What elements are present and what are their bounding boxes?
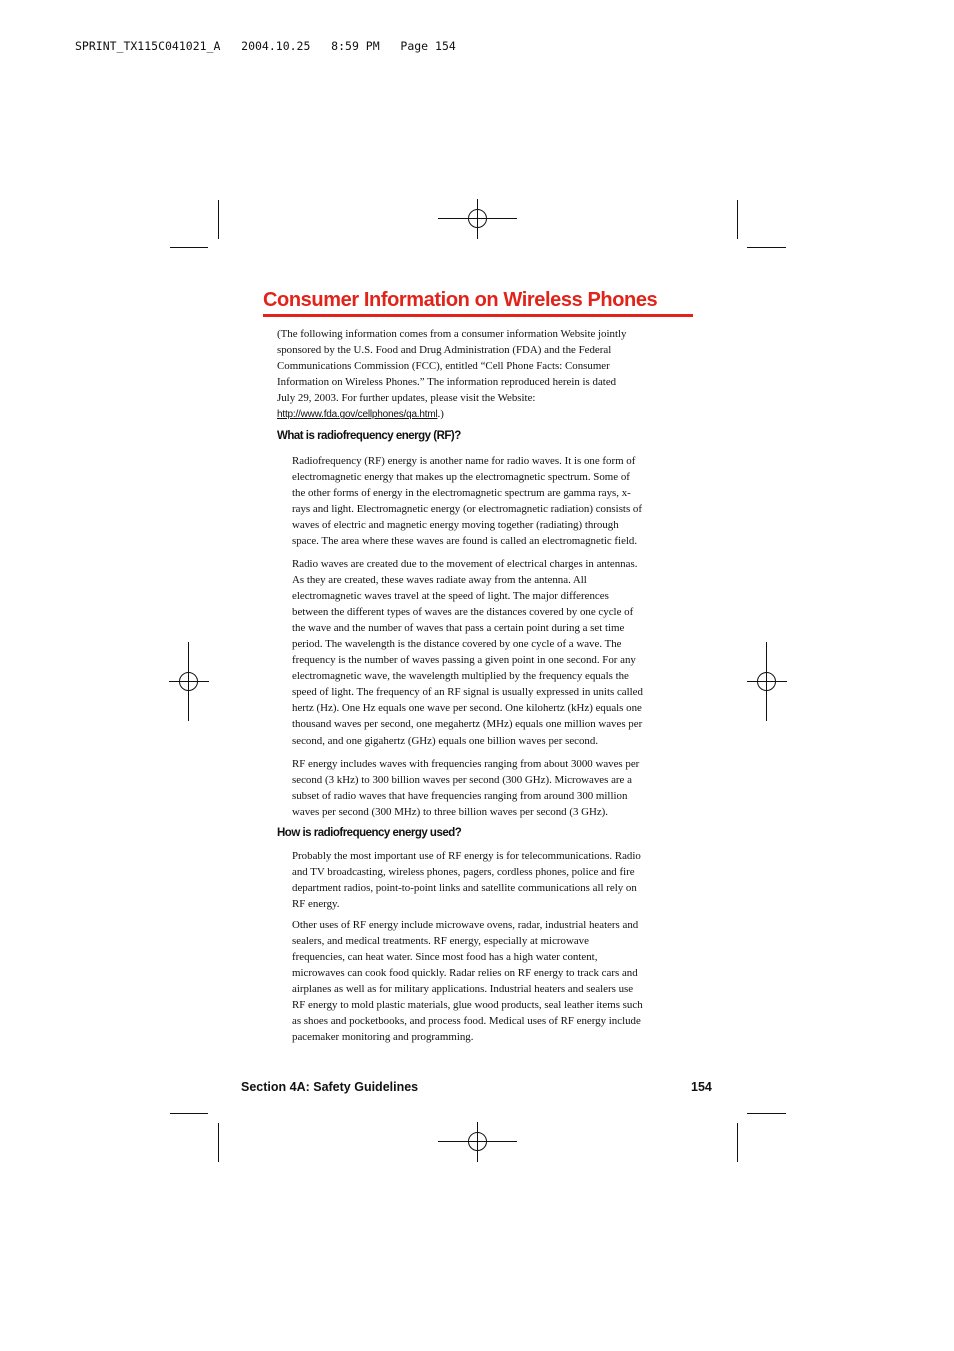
registration-mark-icon (438, 1122, 517, 1162)
intro-block (277, 326, 695, 423)
section-heading: How is radiofrequency energy used? (277, 827, 462, 839)
registration-mark-icon (747, 642, 787, 721)
paragraph (292, 848, 696, 912)
paragraph-line: period. The wavelength is the distance covered by one cycle of a wave. The (292, 638, 622, 651)
registration-mark-icon (169, 642, 209, 721)
fda-website-link[interactable]: http://www.fda.gov/cellphones/qa.html (277, 409, 438, 421)
crop-mark (218, 200, 219, 239)
paragraph-line: airplanes as well as for military applications. Industrial heaters and sealers use (292, 983, 634, 996)
intro-line: (The following information comes from a consumer information Website jointly (277, 328, 627, 340)
paragraph-line: frequencies, can heat water. Since most food has a high water content, (292, 951, 598, 964)
paragraph-line: as shoes and pocketbooks, and process food. Medical uses of RF energy include (292, 1015, 641, 1028)
paragraph-line: electromagnetic wave, the wavelength multiplied by the frequency equals the (292, 670, 629, 683)
crop-mark (737, 1123, 738, 1162)
title-underline (263, 314, 693, 317)
intro-line: Communications Commission (FCC), entitled “Cell Phone Facts: Consumer (277, 360, 610, 373)
crop-mark (170, 247, 208, 248)
paragraph-line: subset of radio waves that have frequencies ranging from around 300 million (292, 790, 628, 803)
paragraph-line: second (3 kHz) to 300 billion waves per second (300 GHz). Microwaves are a (292, 774, 632, 787)
paragraph-line: microwaves can cook food quickly. Radar relies on RF energy to track cars and (292, 967, 638, 980)
paragraph-line: As they are created, these waves radiate away from the antenna. All (292, 574, 587, 587)
print-slug: SPRINT_TX115C041021_A 2004.10.25 8:59 PM Page 154 (75, 39, 456, 53)
paragraph-line: waves per second (300 MHz) to three billion waves per second (3 GHz). (292, 806, 609, 819)
paragraph-line: Other uses of RF energy include microwave ovens, radar, industrial heaters and (292, 919, 639, 931)
paragraph-line: sealers, and medical treatments. RF energy, especially at microwave (292, 935, 589, 948)
footer-page-number: 154 (691, 1080, 712, 1094)
crop-mark (737, 200, 738, 239)
paragraph-line: department radios, point-to-point links and satellite communications all rely on (292, 882, 637, 895)
paragraph-line: Probably the most important use of RF energy is for telecommunications. Radio (292, 850, 641, 862)
paragraph-line: frequency is the number of waves passing a given point in one second. For any (292, 654, 636, 667)
paragraph-line: electromagnetic energy that makes up the electromagnetic spectrum. Some of (292, 471, 630, 484)
intro-url-line (277, 406, 695, 423)
paragraph (292, 453, 696, 549)
paragraph-line: the other forms of energy in the electromagnetic spectrum are gamma rays, x- (292, 487, 631, 500)
paragraph-line: second, and one gigahertz (GHz) equals one billion waves per second. (292, 734, 599, 747)
paragraph-line: Radiofrequency (RF) energy is another name for radio waves. It is one form of (292, 455, 636, 467)
intro-line: Information on Wireless Phones.” The information reproduced herein is dated (277, 376, 617, 389)
paragraph-line: thousand waves per second, one megahertz (MHz) equals one million waves per (292, 718, 643, 731)
registration-mark-icon (438, 199, 517, 239)
paragraph-line: electromagnetic waves travel at the speed of light. The major differences (292, 590, 609, 603)
paragraph-line: and TV broadcasting, wireless phones, pagers, cordless phones, police and fire (292, 866, 635, 879)
crop-mark (218, 1123, 219, 1162)
paragraph-line: waves of electric and magnetic energy moving together (radiating) through (292, 519, 619, 532)
crop-mark (747, 1113, 786, 1114)
paragraph-line: hertz (Hz). One Hz equals one wave per second. One kilohertz (kHz) equals one (292, 702, 642, 715)
section-heading: What is radiofrequency energy (RF)? (277, 430, 461, 442)
intro-line: sponsored by the U.S. Food and Drug Administration (FDA) and the Federal (277, 344, 612, 357)
intro-url-suffix: .) (437, 408, 444, 421)
crop-mark (170, 1113, 208, 1114)
paragraph-line: rays and light. Electromagnetic energy (or electromagnetic radiation) consists of (292, 503, 642, 516)
paragraph-line: speed of light. The frequency of an RF signal is usually expressed in units called (292, 686, 643, 699)
footer-section-label: Section 4A: Safety Guidelines (241, 1080, 419, 1094)
paragraph (292, 556, 696, 749)
paragraph-line: pacemaker monitoring and programming. (292, 1031, 474, 1044)
paragraph (292, 917, 696, 1045)
paragraph-line: RF energy to mold plastic materials, glue wood products, seal leather items such (292, 999, 643, 1012)
paragraph-line: the wave and the number of waves that pass a certain point during a set time (292, 622, 625, 635)
paragraph-line: between the different types of waves are the distances covered by one cycle of (292, 606, 634, 619)
intro-line: July 29, 2003. For further updates, please visit the Website: (277, 392, 536, 405)
paragraph-line: space. The area where these waves are found is called an electromagnetic field. (292, 535, 638, 548)
paragraph-line: RF energy includes waves with frequencies ranging from about 3000 waves per (292, 758, 640, 770)
page-title: Consumer Information on Wireless Phones (263, 289, 658, 311)
paragraph (292, 756, 696, 820)
paragraph-line: RF energy. (292, 898, 340, 911)
crop-mark (747, 247, 786, 248)
paragraph-line: Radio waves are created due to the movement of electrical charges in antennas. (292, 558, 638, 570)
